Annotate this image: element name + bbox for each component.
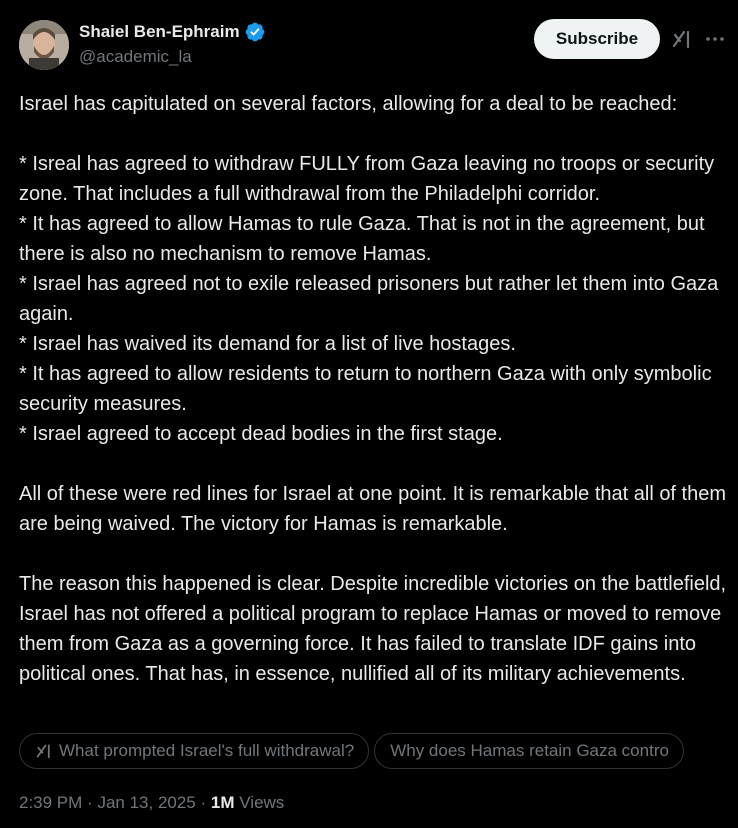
author-handle[interactable]: @academic_la — [79, 47, 192, 66]
verified-badge-icon — [244, 21, 266, 43]
views-label: Views — [239, 793, 285, 812]
author-name-text[interactable]: Shaiel Ben-Ephraim — [79, 22, 240, 41]
grok-suggestions — [19, 733, 738, 771]
more-options-button[interactable] — [702, 27, 728, 51]
more-dots-icon — [705, 36, 725, 42]
views-count: 1M — [210, 793, 235, 812]
author-name[interactable] — [79, 21, 266, 43]
grok-suggestion-chip[interactable] — [19, 733, 369, 769]
grok-icon — [35, 743, 53, 759]
avatar-image — [19, 20, 69, 70]
grok-suggestion-text: What prompted Israel's full withdrawal? — [59, 741, 355, 760]
grok-icon — [671, 29, 693, 49]
meta-separator: · — [87, 793, 93, 812]
avatar[interactable] — [19, 20, 69, 70]
grok-suggestion-text: Why does Hamas retain Gaza contro — [390, 741, 669, 760]
meta-separator: · — [200, 793, 207, 812]
grok-suggestion-chip[interactable] — [374, 733, 684, 769]
tweet-time[interactable]: 2:39 PM — [19, 793, 83, 812]
subscribe-button[interactable]: Subscribe — [534, 19, 660, 59]
grok-button[interactable] — [669, 27, 695, 51]
tweet-date[interactable]: Jan 13, 2025 — [97, 793, 196, 812]
tweet-text: Israel has capitulated on several factors, allowing for a deal to be reached: * Isreal has agreed to withdraw FULLY from Gaza leaving no troops or security zone. That includes a full withdrawal from the Philadelphi corridor. * It has agreed to allow Hamas to rule Gaza. That is not in the agreement, but there is also no mechanism to remove Hamas. * Israel has agreed not to exile released prisoners but rather let them into Gaza again. * Israel has waived its demand for a list of live hostages. * It has agreed to allow residents to return to northern Gaza with only symbolic security measures. * Israel agreed to accept dead bodies in the first stage. All of these were red lines for Israel at one point. It is remarkable that all of them are being waived. The victory for Hamas is remarkable. The reason this happened is clear. Despite incredible victories on the battlefield, Israel has not offered a political program to replace Hamas or moved to remove them from Gaza as a governing force. It has failed to translate IDF gains into political ones. That has, in essence, nullified all of its military achievements. — [19, 93, 727, 685]
tweet-meta — [19, 793, 284, 813]
